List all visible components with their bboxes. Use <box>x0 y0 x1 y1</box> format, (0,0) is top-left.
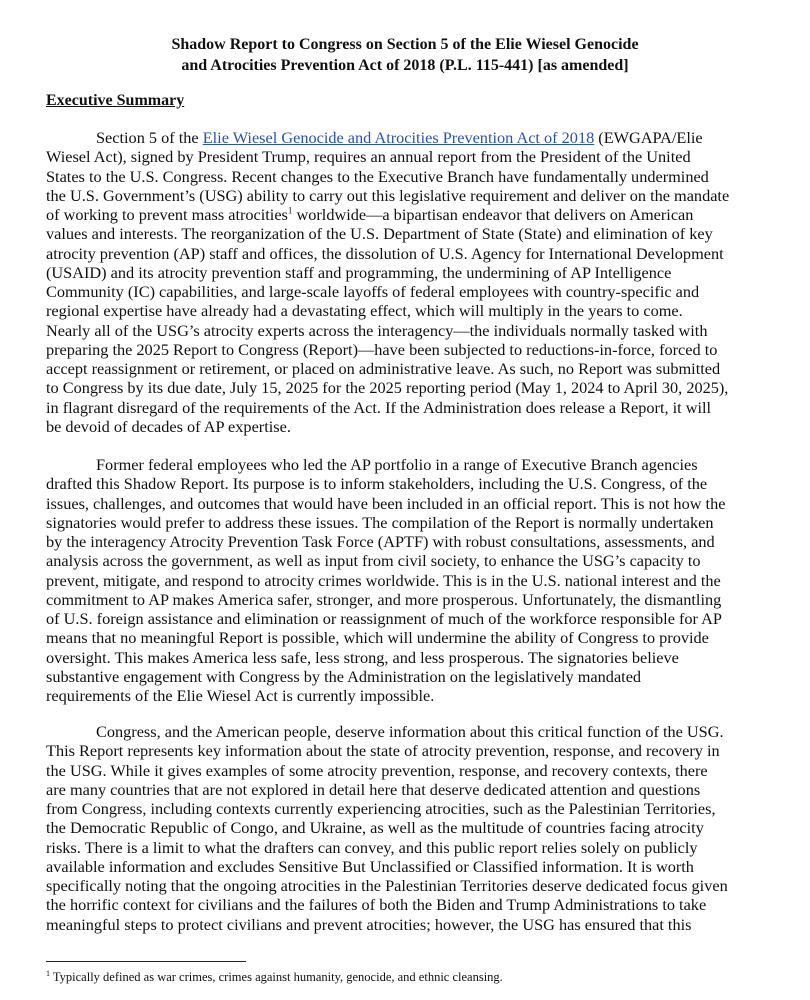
paragraph-2-line: substantive engagement with Congress by the Administration on the legislatively mandated <box>46 666 642 686</box>
act-link[interactable]: Elie Wiesel Genocide and Atrocities Prevention Act of 2018 <box>202 128 595 147</box>
paragraph-1-line: preparing the 2025 Report to Congress (Report)—have been subjected to reductions-in-force, forced to <box>46 339 718 359</box>
section-heading: Executive Summary <box>46 92 185 109</box>
paragraph-3 <box>46 722 791 934</box>
paragraph-1-line: values and interests. The reorganization of the U.S. Department of State (State) and elimination of key <box>46 224 713 244</box>
paragraph-1-line: States to the U.S. Congress. Recent changes to the Executive Branch have fundamentally undermined <box>46 166 709 186</box>
paragraph-2-line: by the interagency Atrocity Prevention Task Force (APTF) with robust consultations, assessments, and <box>46 532 715 551</box>
footnote-text: Typically defined as war crimes, crimes against humanity, genocide, and ethnic cleansing. <box>50 970 503 984</box>
footnote-divider <box>46 961 246 962</box>
paragraph-1-line: the U.S. Government’s (USG) ability to carry out this legislative requirement and deliver on the mandate <box>46 185 730 205</box>
paragraph-2-line: signatories would prefer to address these issues. The compilation of the Report is normally undertaken <box>46 512 714 532</box>
paragraph-3-line: are many countries that are not explored in detail here that deserve dedicated attention and questions <box>46 779 701 799</box>
paragraph-2-line: commitment to AP makes America safer, stronger, and more prosperous. Unfortunately, the dismantling <box>46 589 722 609</box>
paragraph-2-line: drafted this Shadow Report. Its purpose is to inform stakeholders, including the U.S. Congress, of the <box>46 474 708 494</box>
paragraph-1-line: be devoid of decades of AP expertise. <box>46 416 291 436</box>
paragraph-2-line: means that no meaningful Report is possible, which will undermine the ability of Congress to provide <box>46 628 709 648</box>
paragraph-3-line: the Democratic Republic of Congo, and Ukraine, as well as the multitude of countries facing atrocity <box>46 818 704 838</box>
paragraph-1-line: of working to prevent mass atrocities$^1$ worldwide—a bipartisan endeavor that delivers on American <box>46 205 694 224</box>
paragraph-3-line: specifically noting that the ongoing atrocities in the Palestinian Territories deserve dedicated focus given <box>46 876 728 895</box>
paragraph-1-line: Nearly all of the USG’s atrocity experts across the interagency—the individuals normally tasked with <box>46 320 708 340</box>
paragraph-2-line: of U.S. foreign assistance and elimination or reassignment of much of the workforce responsible for AP <box>46 609 722 628</box>
paragraph-2-line: Former federal employees who led the AP portfolio in a range of Executive Branch agencies <box>96 455 698 474</box>
paragraph-1-line: accept reassignment or retirement, or placed on administrative leave. As such, no Report was submitted <box>46 359 721 378</box>
paragraph-3-line: from Congress, including contexts currently experiencing atrocities, such as the Palestinian Territories, <box>46 799 716 818</box>
title-line-1: Shadow Report to Congress on Section 5 of the Elie Wiesel Genocide <box>171 36 639 53</box>
paragraph-1-line: Wiesel Act), signed by President Trump, requires an annual report from the President of the United <box>46 147 691 167</box>
paragraph-3-line: the USG. While it gives examples of some atrocity prevention, response, and recovery contexts, there <box>46 760 708 780</box>
page-title <box>0 34 810 76</box>
footnote-reference[interactable]: 1 <box>287 205 293 216</box>
paragraph-3-line: the horrific context for civilians and the failures of both the Biden and Trump Administrations to take <box>46 895 707 915</box>
paragraph-1-line: Section 5 of the Elie Wiesel Genocide and Atrocities Prevention Act of 2018 (EWGAPA/Elie <box>96 128 703 147</box>
paragraph-1-line: (USAID) and its atrocity prevention staff and programming, the undermining of AP Intelligence <box>46 262 672 282</box>
paragraph-1-line: to Congress by its due date, July 15, 2025 for the 2025 reporting period (May 1, 2024 to April 30, 2025), <box>46 378 729 398</box>
paragraph-3-line: Congress, and the American people, deserve information about this critical function of the USG. <box>96 722 724 741</box>
title-line-2: and Atrocities Prevention Act of 2018 (P.L. 115-441) [as amended] <box>181 57 629 74</box>
paragraph-1-line: Community (IC) capabilities, and large-scale layoffs of federal employees with country-specific and <box>46 282 700 301</box>
paragraph-1 <box>46 128 791 436</box>
paragraph-3-line: risks. There is a limit to what the drafters can convey, and this public report relies solely on publicly <box>46 837 698 857</box>
paragraph-1-line: regional expertise have already had a devastating effect, which will multiply in the years to come. <box>46 301 683 321</box>
paragraph-1-line: in flagrant disregard of the requirements of the Act. If the Administration does release a Report, it will <box>46 397 712 417</box>
footnote <box>46 969 503 985</box>
paragraph-3-line: This Report represents key information about the state of atrocity prevention, response, and recovery in <box>46 741 720 761</box>
paragraph-3-line: meaningful steps to protect civilians and prevent atrocities; however, the USG has ensured that this <box>46 914 692 934</box>
paragraph-2-line: issues, challenges, and outcomes that would have been included in an official report. This is not how the <box>46 493 726 513</box>
paragraph-2-line: prevent, mitigate, and respond to atrocity crimes worldwide. This is in the U.S. national interest and the <box>46 570 721 590</box>
footnote-number: 1 <box>46 968 50 978</box>
paragraph-1-line: atrocity prevention (AP) staff and offices, the dissolution of U.S. Agency for International Development <box>46 243 724 263</box>
paragraph-3-line: available information and excludes Sensitive But Unclassified or Classified information. It is worth <box>46 856 694 876</box>
paragraph-2-line: requirements of the Elie Wiesel Act is currently impossible. <box>46 686 435 705</box>
paragraph-2-line: analysis across the government, as well as input from civil society, to enhance the USG’s capacity to <box>46 551 701 571</box>
paragraph-2-line: oversight. This makes America less safe, less strong, and less prosperous. The signatories believe <box>46 647 679 667</box>
paragraph-2 <box>46 455 791 705</box>
